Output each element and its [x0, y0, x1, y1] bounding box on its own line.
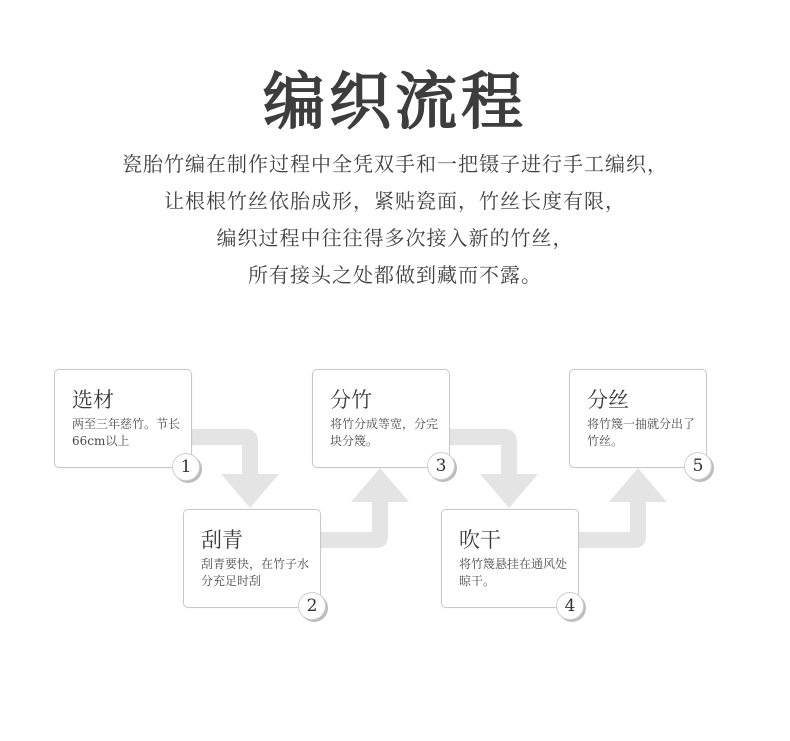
page-title: 编织流程 — [262, 65, 527, 138]
step-title: 吹干 — [459, 528, 501, 552]
step-title: 分丝 — [587, 388, 629, 412]
step-description: 将竹分成等宽，分完块分篾。 — [330, 417, 439, 448]
step-number-badge: 5 — [684, 452, 712, 480]
intro-line: 让根根竹丝依胎成形，紧贴瓷面，竹丝长度有限， — [164, 189, 626, 213]
step-description: 两至三年慈竹。节长66cm以上 — [72, 417, 181, 448]
step-card-1 — [54, 369, 192, 477]
arrow-up-icon — [320, 468, 409, 548]
step-card-3 — [312, 369, 450, 476]
step-card-2 — [183, 509, 321, 616]
step-card-4 — [441, 509, 579, 616]
intro-line: 所有接头之处都做到藏而不露。 — [248, 263, 542, 287]
step-card-5 — [569, 369, 707, 476]
step-description: 刮青要快，在竹子水分充足时刮 — [201, 557, 310, 588]
intro-line: 编织过程中往往得多次接入新的竹丝， — [216, 226, 574, 250]
arrow-up-icon — [578, 468, 667, 548]
step-number-badge: 2 — [298, 592, 326, 620]
arrow-down-icon — [448, 429, 538, 508]
intro-line: 瓷胎竹编在制作过程中全凭双手和一把镊子进行手工编织， — [122, 152, 668, 176]
step-title: 刮青 — [201, 528, 243, 552]
step-title: 选材 — [72, 388, 114, 412]
step-description: 将竹篾一抽就分出了竹丝。 — [587, 417, 696, 448]
step-number-badge: 1 — [172, 453, 200, 481]
step-number-badge: 4 — [556, 592, 584, 620]
step-number-badge: 3 — [427, 452, 455, 480]
step-title: 分竹 — [330, 388, 372, 412]
arrow-down-icon — [190, 429, 279, 508]
step-description: 将竹篾悬挂在通风处晾干。 — [459, 557, 568, 588]
